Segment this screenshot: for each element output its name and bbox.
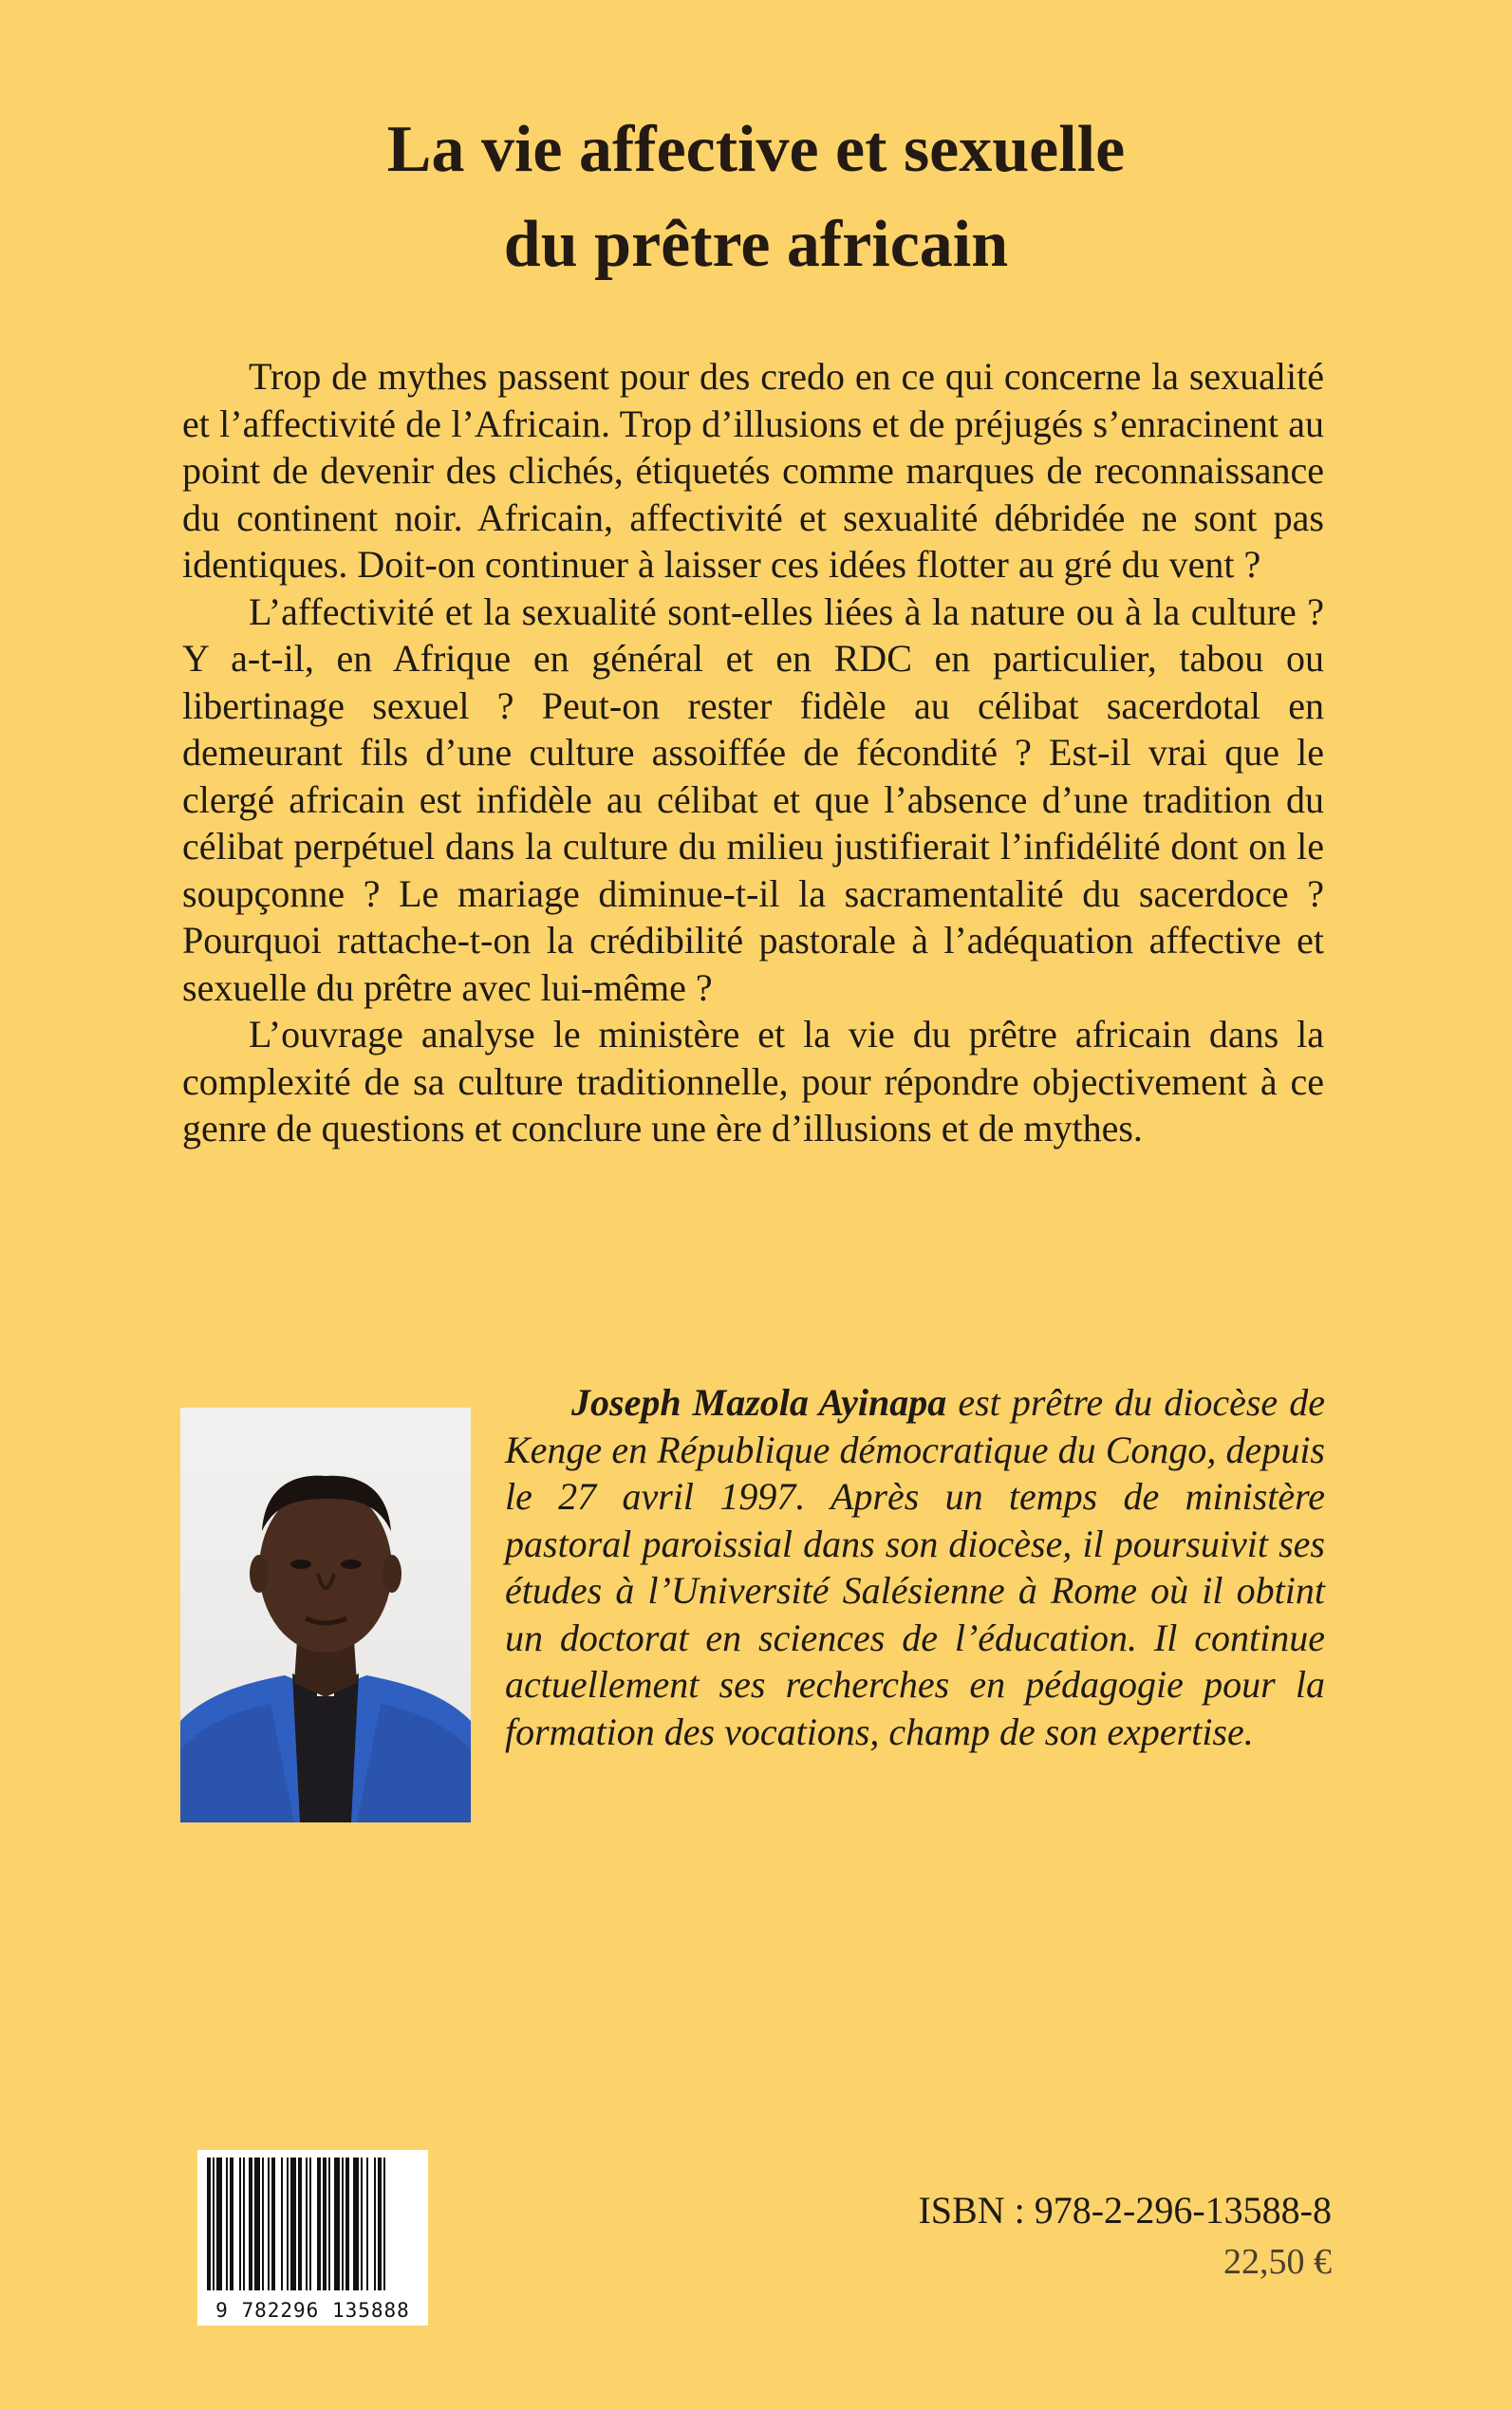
barcode-bar (334, 2158, 340, 2290)
barcode-bar (226, 2158, 228, 2290)
barcode-bar (378, 2158, 382, 2290)
author-photo (180, 1408, 471, 1822)
barcode-bar (213, 2158, 215, 2290)
barcode-bar (207, 2158, 211, 2290)
barcode-bar (254, 2158, 260, 2290)
barcode-bar (383, 2158, 385, 2290)
barcode-bar (287, 2158, 289, 2290)
barcode-bar (239, 2158, 241, 2290)
barcode-bar (230, 2158, 233, 2290)
author-bio-text: est prêtre du diocèse de Kenge en République démocratique du Congo, depuis le 27 avril 1997. Après un temps de ministère pastoral paroissial dans son diocèse, il poursuivit ses études à l’Université Salésienne à Rome où il obtint un doctorat en sciences de l’éducation. Il continue actuellement ses recherches en pédagogie pour la formation des vocations, champ de son expertise. (505, 1381, 1325, 1753)
author-bio (505, 1379, 1325, 1755)
barcode-bar (353, 2158, 359, 2290)
barcode-bar (309, 2158, 311, 2290)
blurb (182, 353, 1324, 1152)
barcode-bar (271, 2158, 275, 2290)
barcode-bar (306, 2158, 308, 2290)
title-line-2: du prêtre africain (503, 208, 1009, 281)
barcode-bar (249, 2158, 252, 2290)
isbn: ISBN : 978-2-296-13588-8 (918, 2189, 1332, 2232)
barcode-bar (374, 2158, 376, 2290)
blurb-paragraph-1: Trop de mythes passent pour des credo en ce qui concerne la sexualité et l’affectivité de l’Africain. Trop d’illusions et de préjugés s’enracinent au point de devenir des clichés, étiquetés comme marques de reconnaissance du continent noir. Africain, affectivité et sexualité débridée ne sont pas identiques. Doit-on continuer à laisser ces idées flotter au gré du vent ? (182, 355, 1324, 586)
barcode-bar (216, 2158, 222, 2290)
barcode-bar (342, 2158, 344, 2290)
barcode-bar (317, 2158, 321, 2290)
barcode-bar (298, 2158, 302, 2290)
barcode-bar (323, 2158, 327, 2290)
barcode-bar (290, 2158, 296, 2290)
barcode-digits: 9 782296 135888 (215, 2299, 410, 2322)
barcode-bar (361, 2158, 363, 2290)
barcode (197, 2150, 428, 2326)
barcode-bar (243, 2158, 245, 2290)
blurb-paragraph-3: L’ouvrage analyse le ministère et la vie du prêtre africain dans la complexité de sa culture traditionnelle, pour répondre objectivement à ce genre de questions et conclure une ère d’illusions et de mythes. (182, 1013, 1324, 1149)
price: 22,50 € (1223, 2242, 1332, 2282)
barcode-bar (328, 2158, 330, 2290)
book-title (0, 103, 1512, 292)
barcode-bar (366, 2158, 368, 2290)
author-portrait-image (180, 1408, 471, 1822)
blurb-paragraph-2: L’affectivité et la sexualité sont-elles liées à la nature ou à la culture ? Y a-t-il, en Afrique en général et en RDC en particulier, tabou ou libertinage sexuel ? Peut-on rester fidèle au célibat sacerdotal en demeurant fils d’une culture assoiffée de fécondité ? Est-il vrai que le clergé africain est infidèle au célibat et que l’absence d’une tradition du célibat perpétuel dans la culture du milieu justifierait l’infidélité dont on le soupçonne ? Le mariage diminue-t-il la sacramentalité du sacerdoce ? Pourquoi rattache-t-on la crédibilité pastorale à l’adéquation affective et sexuelle du prêtre avec lui-même ? (182, 589, 1324, 1009)
barcode-bars (197, 2150, 428, 2297)
barcode-bar (262, 2158, 264, 2290)
barcode-bar (281, 2158, 283, 2290)
barcode-bar (268, 2158, 270, 2290)
author-name: Joseph Mazola Ayinapa (571, 1381, 947, 1424)
title-line-1: La vie affective et sexuelle (386, 113, 1126, 186)
barcode-bar (345, 2158, 349, 2290)
